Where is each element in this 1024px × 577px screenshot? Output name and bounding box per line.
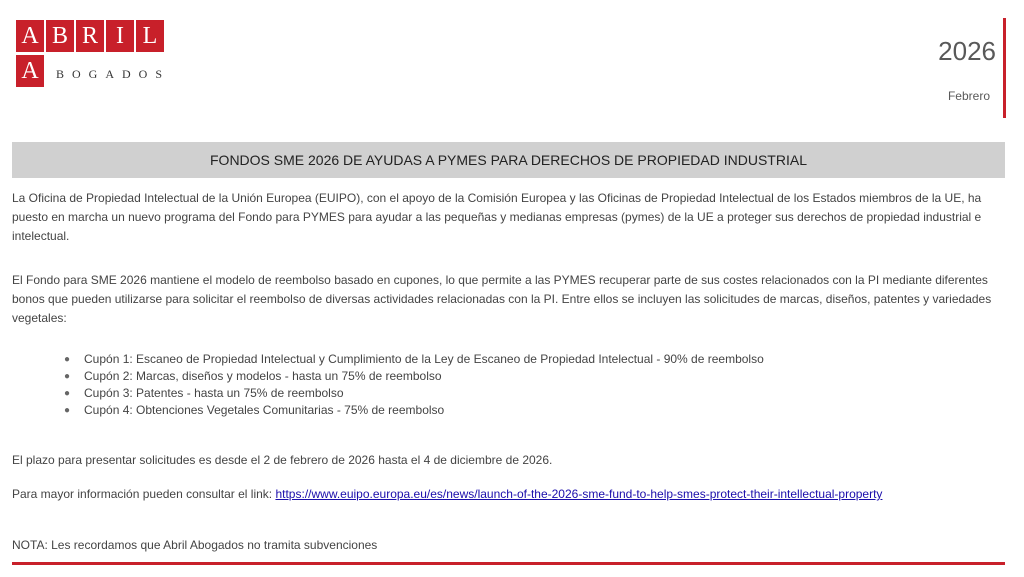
fondo-paragraph: El Fondo para SME 2026 mantiene el modelo de reembolso basado en cupones, lo que permite a las PYMES recuperar parte de sus costes relacionados con la PI mediante diferentes bonos que pueden utilizarse para solicitar el reembolso de diversas actividades relacionadas con la PI. Entre ellos se incluyen las solicitudes de marcas, diseños, patentes y variedades vegetales:	[12, 273, 992, 325]
logo-subtitle: BOGADOS	[56, 66, 171, 81]
abril-abogados-logo	[16, 20, 170, 87]
footer-divider	[12, 562, 1005, 565]
header-divider	[1003, 18, 1006, 118]
header-year: 2026	[938, 36, 996, 66]
info-paragraph	[12, 485, 1008, 504]
list-item	[64, 402, 764, 419]
logo-second-row	[16, 55, 170, 87]
intro-paragraph: La Oficina de Propiedad Intelectual de la Unión Europea (EUIPO), con el apoyo de la Comisión Europea y las Oficinas de Propiedad Intelectual de los Estados miembros de la UE, ha puesto en marcha un nuevo programa del Fondo para PYMES para ayudar a las pequeñas y medianas empresas (pymes) de la UE a proteger sus derechos de propiedad industrial e intelectual.	[12, 191, 982, 243]
info-prefix: Para mayor información pueden consultar el link:	[12, 487, 276, 501]
logo-letter: B	[46, 20, 74, 52]
logo-letters-row	[16, 20, 170, 52]
coupon-list	[64, 351, 764, 419]
euipo-link[interactable]: https://www.euipo.europa.eu/es/news/launch-of-the-2026-sme-fund-to-help-smes-protect-their-intellectual-property	[275, 487, 883, 501]
list-item	[64, 385, 764, 402]
coupon-text: Cupón 4: Obtenciones Vegetales Comunitarias - 75% de reembolso	[84, 403, 445, 417]
list-item	[64, 368, 764, 385]
header-month: Febrero	[947, 89, 990, 103]
nota-paragraph: NOTA: Les recordamos que Abril Abogados no tramita subvenciones	[12, 538, 378, 552]
logo-letter: R	[76, 20, 104, 52]
bullet-icon: ●	[64, 371, 71, 382]
logo-letter: A	[16, 55, 44, 87]
bullet-icon: ●	[64, 405, 71, 416]
logo-letter: A	[16, 20, 44, 52]
coupon-text: Cupón 2: Marcas, diseños y modelos - hasta un 75% de reembolso	[84, 369, 442, 383]
plazo-paragraph: El plazo para presentar solicitudes es desde el 2 de febrero de 2026 hasta el 4 de diciembre de 2026.	[12, 453, 553, 467]
coupon-text: Cupón 1: Escaneo de Propiedad Intelectual y Cumplimiento de la Ley de Escaneo de Propiedad Intelectual - 90% de reembolso	[84, 352, 764, 366]
list-item	[64, 351, 764, 368]
bullet-icon: ●	[64, 388, 71, 399]
document-title: FONDOS SME 2026 DE AYUDAS A PYMES PARA DERECHOS DE PROPIEDAD INDUSTRIAL	[12, 142, 1005, 178]
logo-letter: I	[106, 20, 134, 52]
bullet-icon: ●	[64, 354, 71, 365]
coupon-text: Cupón 3: Patentes - hasta un 75% de reembolso	[84, 386, 344, 400]
logo-letter: L	[136, 20, 164, 52]
